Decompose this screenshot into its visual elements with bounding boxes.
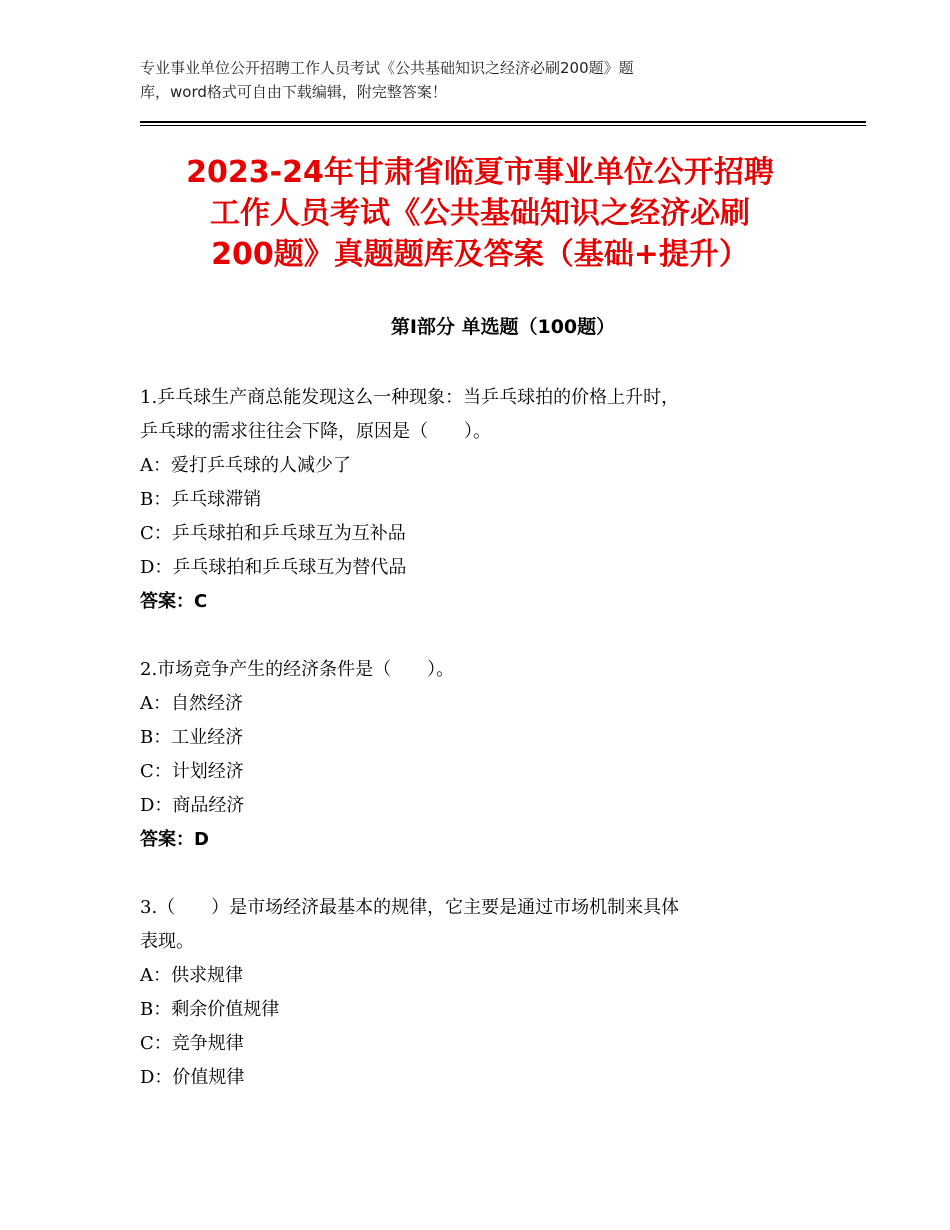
question-stem-line: 3.（ ）是市场经济最基本的规律，它主要是通过市场机制来具体 <box>140 897 680 918</box>
option-c: C：竞争规律 <box>140 1033 244 1054</box>
question-stem-line: 表现。 <box>140 931 194 952</box>
option-a: A：爱打乒乓球的人减少了 <box>140 455 351 476</box>
option-a: A：供求规律 <box>140 965 243 986</box>
header-note <box>140 56 780 104</box>
answer: 答案：C <box>140 591 208 612</box>
header-divider-thin <box>140 125 866 126</box>
document-title <box>120 152 840 275</box>
question-stem-line: 1.乒乓球生产商总能发现这么一种现象：当乒乓球拍的价格上升时， <box>140 387 680 408</box>
option-b: B：工业经济 <box>140 727 244 748</box>
option-c: C：计划经济 <box>140 761 244 782</box>
option-b: B：乒乓球滞销 <box>140 489 262 510</box>
question-3 <box>140 891 800 1095</box>
answer: 答案：D <box>140 829 209 850</box>
option-d: D：商品经济 <box>140 795 245 816</box>
option-c: C：乒乓球拍和乒乓球互为互补品 <box>140 523 406 544</box>
question-2 <box>140 653 800 857</box>
question-1 <box>140 381 800 619</box>
question-list <box>140 381 800 1095</box>
question-stem-line: 乒乓球的需求往往会下降，原因是（ ）。 <box>140 421 491 442</box>
section-heading: 第Ⅰ部分 单选题（100题） <box>390 316 616 338</box>
option-d: D：价值规律 <box>140 1067 245 1088</box>
document-title-line-1: 2023-24年甘肃省临夏市事业单位公开招聘 <box>186 155 774 190</box>
header-divider-thick <box>140 121 866 123</box>
option-a: A：自然经济 <box>140 693 243 714</box>
header-note-line-2: 库，word格式可自由下载编辑，附完整答案！ <box>140 83 447 101</box>
option-d: D：乒乓球拍和乒乓球互为替代品 <box>140 557 407 578</box>
question-stem-line: 2.市场竞争产生的经济条件是（ ）。 <box>140 659 455 680</box>
question-spacer <box>140 857 800 891</box>
document-title-line-3: 200题》真题题库及答案（基础+提升） <box>211 237 749 272</box>
option-b: B：剩余价值规律 <box>140 999 280 1020</box>
document-title-line-2: 工作人员考试《公共基础知识之经济必刷 <box>210 196 750 231</box>
header-note-line-1: 专业事业单位公开招聘工作人员考试《公共基础知识之经济必刷200题》题 <box>140 59 634 77</box>
question-spacer <box>140 619 800 653</box>
